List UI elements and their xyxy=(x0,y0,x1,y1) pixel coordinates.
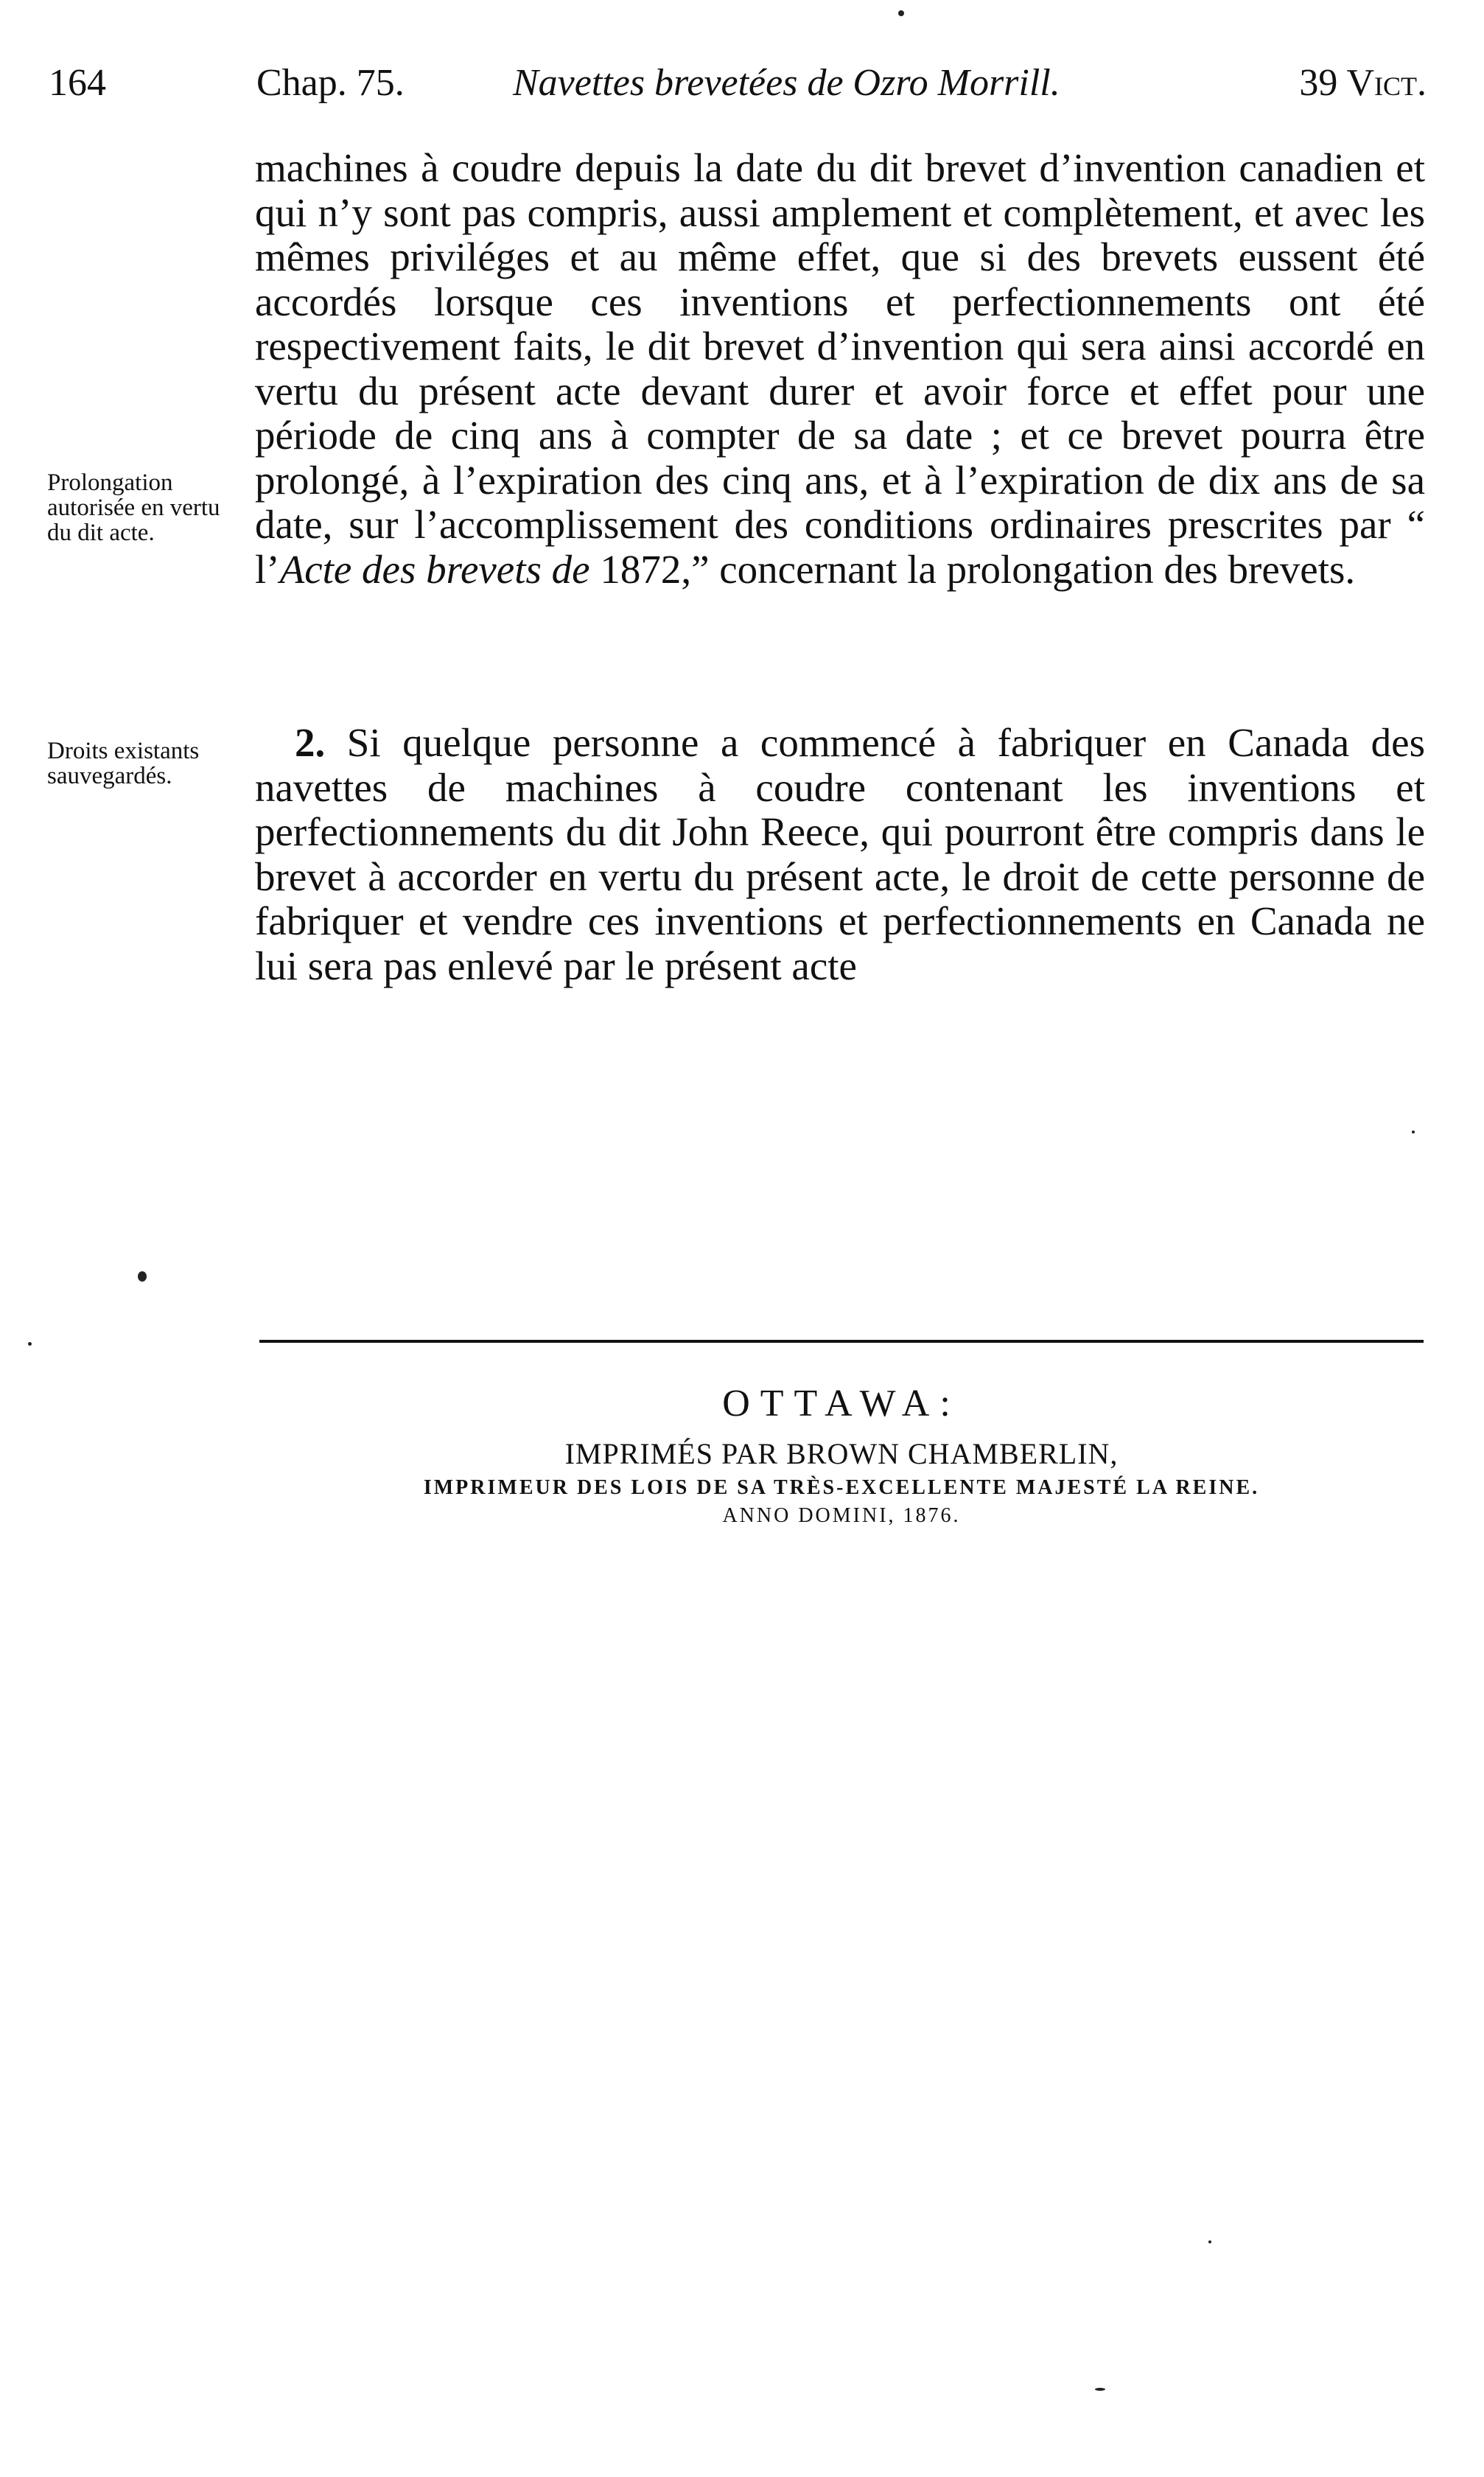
imprint-printer: IMPRIMÉS PAR BROWN CHAMBERLIN, xyxy=(564,1437,1119,1470)
continuation-text: machines à coudre depuis la date du dit brevet d’invention canadien et qui n’y sont pas compris, aussi amplement et complètement, et avec les mêmes priviléges et au même effet, que si des brevets eussent été accordés lorsque ces inventions et perfectionnements ont été respectivement faits, le dit brevet d’invention qui sera ainsi accordé en vertu du présent acte devant durer et avoir force et effet pour une période de cinq ans à compter de sa date ; et ce brevet pourra être prolongé, à l’expiration des cinq ans, et à l’expiration de dix ans de sa date, sur l’accomplissement des conditions ordinaires prescrites par “ l’ xyxy=(255,145,1425,592)
margin-note-prolongation: Prolongation autorisée en vertu du dit acte. xyxy=(47,469,220,546)
chapter-label: Chap. 75. xyxy=(256,62,405,104)
section-number: 2. xyxy=(295,720,326,765)
running-head xyxy=(49,57,1427,109)
continuation-end-text: 1872,” concernant la prolongation des brevets. xyxy=(589,546,1356,592)
ink-speck xyxy=(1095,2388,1105,2391)
imprint-year: ANNO DOMINI, 1876. xyxy=(722,1504,961,1527)
act-title-italic: Acte des brevets de xyxy=(279,546,590,592)
section-2-text: Si quelque personne a commencé à fabriquer en Canada des navettes de machines à coudre contenant les inventions et perfectionnements du dit John Reece, qui pourront être compris dans le brevet à accorder en vertu du présent acte, le droit de cette personne de fabriquer et vendre ces inventions et perfectionnements en Canada ne lui sera pas enlevé par le présent acte xyxy=(255,720,1425,988)
paragraph-section-2 xyxy=(255,721,1425,988)
page-number: 164 xyxy=(49,62,106,104)
imprint-rule xyxy=(259,1340,1424,1343)
margin-note-droits: Droits existants sauvegardés. xyxy=(47,738,200,789)
imprint-printer-title: IMPRIMEUR DES LOIS DE SA TRÈS-EXCELLENTE MAJESTÉ LA REINE. xyxy=(423,1476,1260,1499)
regnal-year: 39 Vict. xyxy=(1299,62,1427,104)
paragraph-continuation xyxy=(255,146,1425,592)
ink-speck xyxy=(28,1342,32,1346)
ink-speck xyxy=(1208,2240,1211,2243)
imprint-city: OTTAWA: xyxy=(722,1383,961,1425)
ink-speck xyxy=(898,10,904,16)
ink-speck xyxy=(1412,1131,1415,1133)
running-title: Navettes brevetées de Ozro Morrill. xyxy=(513,62,1060,104)
ink-speck xyxy=(138,1271,147,1282)
